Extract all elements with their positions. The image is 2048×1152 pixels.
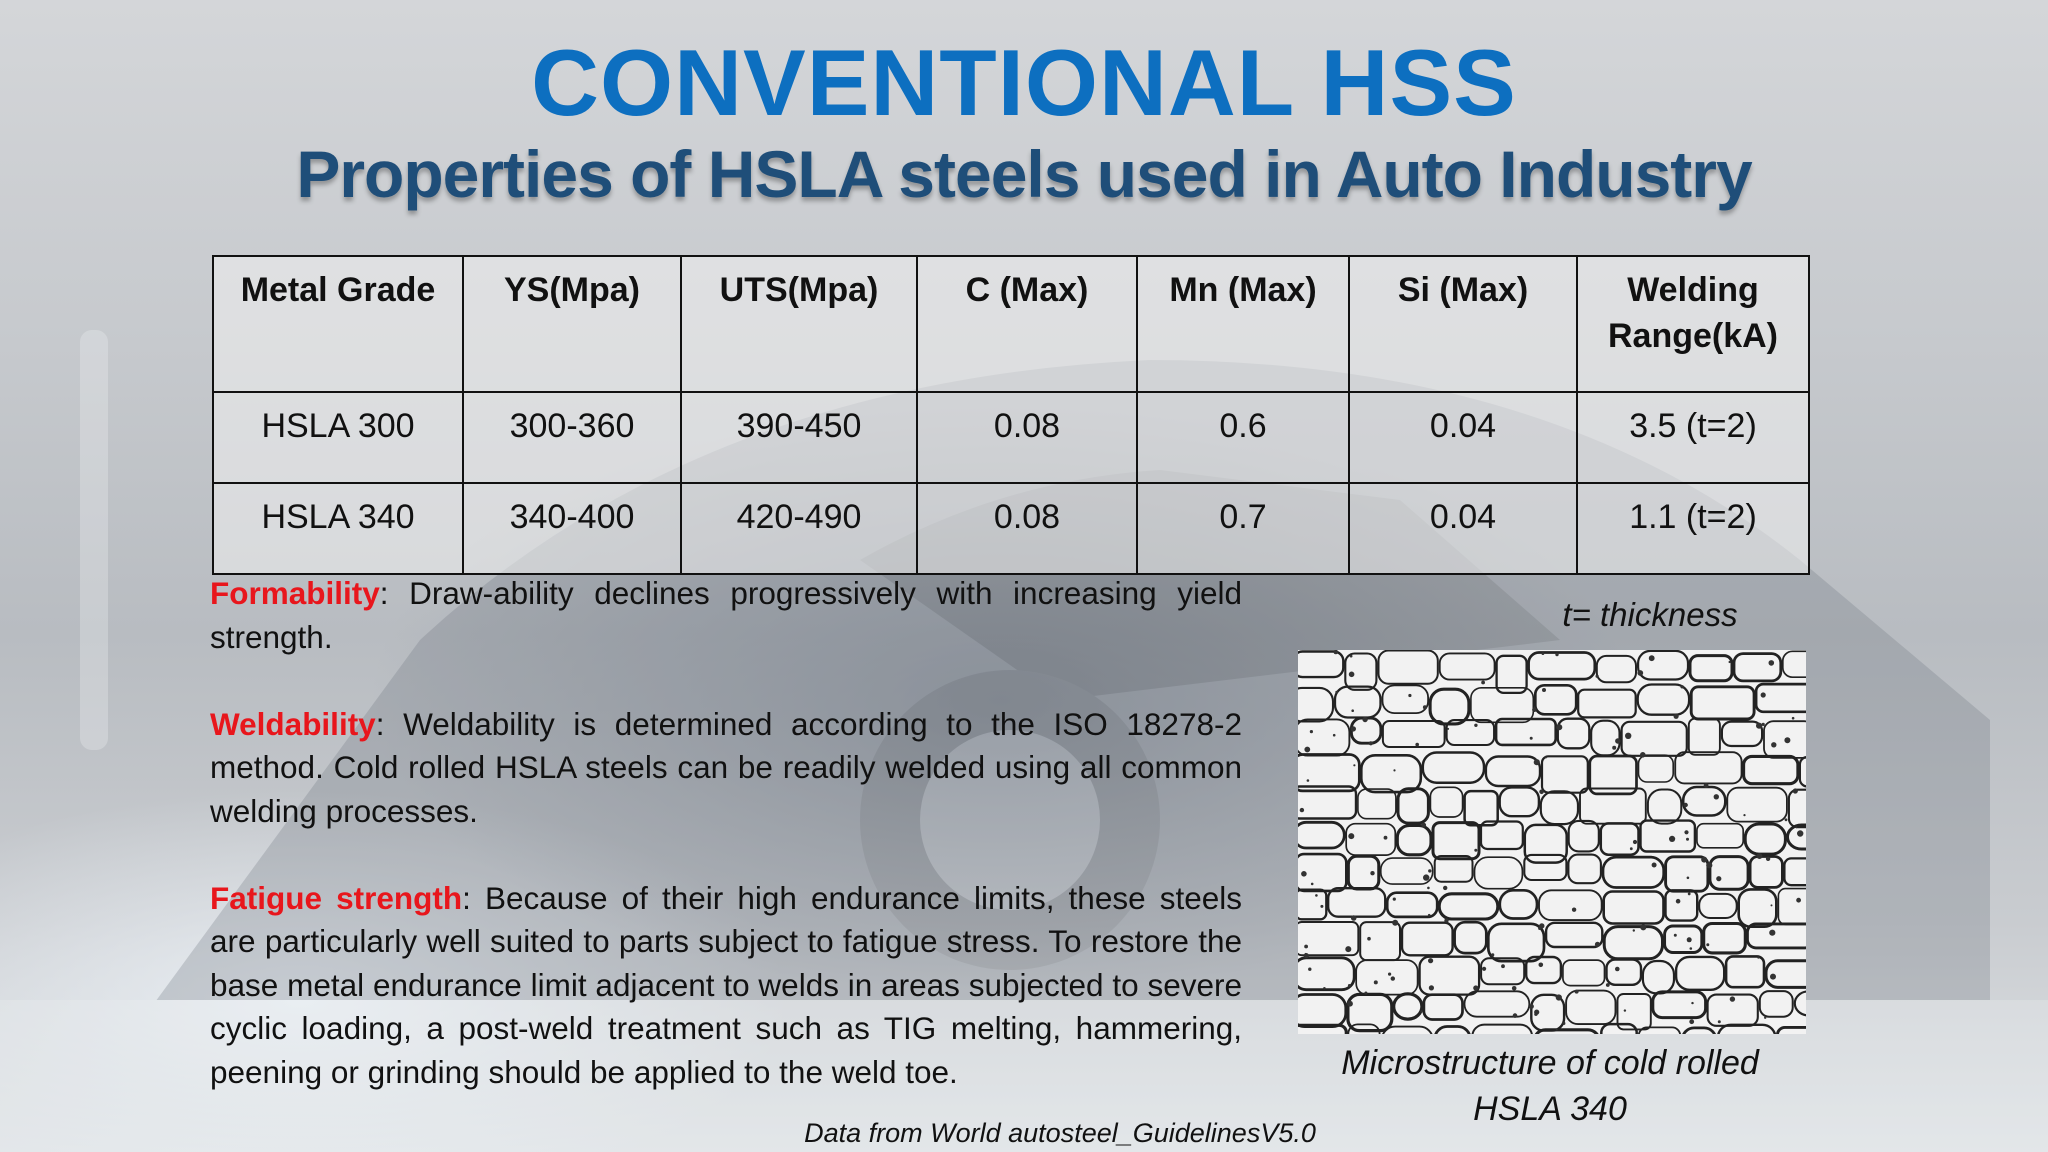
grain-dot: [1785, 818, 1788, 821]
grain: [1379, 651, 1438, 684]
grain-dot: [1300, 808, 1304, 812]
grain-dot: [1652, 863, 1657, 868]
grain-dot: [1793, 788, 1798, 793]
grain-dot: [1415, 743, 1419, 747]
grain-dot: [1364, 992, 1367, 995]
grain-dot: [1348, 984, 1351, 987]
grain: [1402, 923, 1453, 956]
grain-dot: [1556, 724, 1562, 730]
grain-dot: [1630, 847, 1633, 850]
grain: [1726, 956, 1764, 987]
grain: [1569, 821, 1599, 852]
grain-dot: [1362, 717, 1367, 722]
grain-dot: [1421, 823, 1426, 828]
grain-dot: [1674, 934, 1677, 937]
header-si-max: Si (Max): [1349, 256, 1577, 392]
grain: [1558, 719, 1590, 749]
grain-dot: [1428, 958, 1433, 963]
grain-dot: [1545, 756, 1547, 758]
grain-dot: [1757, 956, 1759, 958]
grain-dot: [1743, 814, 1745, 816]
grain: [1699, 894, 1737, 918]
microstructure-image: [1298, 650, 1806, 1034]
grain-dot: [1792, 717, 1795, 720]
grain: [1745, 824, 1785, 854]
grain-dot: [1562, 1022, 1565, 1025]
grain-dot: [1388, 973, 1391, 976]
grain-dot: [1764, 1017, 1766, 1019]
grain-dot: [1307, 779, 1310, 782]
grain: [1778, 889, 1806, 925]
paragraph-fatigue: [210, 877, 1242, 1095]
grain: [1643, 961, 1674, 993]
grain-dot: [1542, 652, 1545, 655]
grain-dot: [1367, 937, 1371, 941]
grain: [1298, 890, 1326, 920]
grain: [1601, 823, 1639, 854]
grain: [1760, 991, 1793, 1017]
slide-subtitle: Properties of HSLA steels used in Auto Industry: [296, 137, 1752, 211]
grain: [1639, 755, 1674, 782]
grain-dot: [1423, 874, 1429, 880]
grain: [1440, 653, 1495, 679]
cell-welding: 3.5 (t=2): [1577, 392, 1809, 483]
grain-dot: [1370, 871, 1374, 875]
grain-dot: [1640, 924, 1646, 930]
cell-ys: 340-400: [463, 483, 681, 574]
grain: [1546, 923, 1602, 947]
grain-dot: [1556, 1028, 1558, 1030]
grain-dot: [1369, 741, 1373, 745]
grain-dot: [1684, 803, 1688, 807]
paragraph-text: : Weldability is determined according to the ISO 18278-2 method. Cold rolled HSLA steels can be readily welded using all common welding processes.: [210, 705, 1242, 829]
grain-dot: [1351, 709, 1354, 712]
grain: [1361, 755, 1421, 792]
grain: [1465, 791, 1498, 825]
grain-dot: [1333, 734, 1336, 737]
cell-grade: HSLA 300: [213, 392, 463, 483]
grain-dot: [1797, 830, 1803, 836]
grain: [1439, 894, 1498, 919]
grain: [1607, 960, 1642, 985]
caption-line-1: Microstructure of cold rolled: [1341, 1044, 1759, 1082]
header-metal-grade: Metal Grade: [213, 256, 463, 392]
grain: [1641, 821, 1695, 852]
grain: [1784, 858, 1806, 885]
grain-dot: [1350, 655, 1353, 658]
grain: [1788, 825, 1807, 849]
grain-dot: [1769, 660, 1775, 666]
grain: [1383, 721, 1445, 747]
grain: [1739, 889, 1777, 926]
grain: [1346, 824, 1395, 855]
grain: [1638, 685, 1689, 715]
cell-mn: 0.7: [1137, 483, 1349, 574]
grain-dot: [1304, 747, 1310, 753]
table-row: [213, 392, 1809, 483]
grain: [1360, 922, 1400, 960]
grain: [1524, 855, 1566, 880]
paragraph-text: : Because of their high endurance limits, these steels are particularly well suited to parts subject to fatigue stress. To restore the base metal endurance limit adjacent to welds in areas subjected to severe cyclic loading, a post-weld treatment such as TIG melting, hammering, peening or grinding should be applied to the weld toe.: [210, 879, 1242, 1090]
grain-dot: [1555, 653, 1558, 656]
grain-dot: [1596, 675, 1599, 678]
grain-dot: [1512, 986, 1517, 991]
grain: [1648, 790, 1681, 824]
grain: [1298, 1025, 1346, 1034]
header-mn-max: Mn (Max): [1137, 256, 1349, 392]
grain-dot: [1530, 737, 1533, 740]
grain-dot: [1674, 714, 1679, 719]
grain-dot: [1482, 967, 1486, 971]
grain: [1435, 1027, 1470, 1035]
grain: [1475, 857, 1523, 889]
grain: [1298, 995, 1346, 1027]
grain-dot: [1796, 898, 1801, 903]
grain-dot: [1615, 967, 1620, 972]
grain: [1398, 789, 1428, 823]
grain: [1423, 753, 1484, 783]
grain: [1727, 788, 1787, 822]
grain: [1591, 721, 1619, 756]
grain: [1298, 652, 1343, 678]
grain: [1666, 890, 1698, 920]
grain-dot: [1718, 1020, 1721, 1023]
grain-dot: [1606, 983, 1610, 987]
grain-dot: [1625, 733, 1631, 739]
cell-welding: 1.1 (t=2): [1577, 483, 1809, 574]
grain: [1690, 656, 1732, 681]
grain-dot: [1408, 694, 1411, 697]
grain-dot: [1684, 830, 1688, 834]
grain: [1358, 789, 1396, 819]
grain-dot: [1353, 764, 1355, 766]
grain-dot: [1391, 976, 1395, 980]
grain-dot: [1349, 672, 1355, 678]
grain: [1566, 991, 1615, 1025]
grain-dot: [1687, 877, 1690, 880]
grain: [1603, 857, 1664, 887]
grain: [1356, 960, 1417, 995]
grain-dot: [1766, 857, 1770, 861]
grain: [1710, 857, 1748, 890]
cell-si: 0.04: [1349, 392, 1577, 483]
grain-dot: [1428, 914, 1431, 917]
grain-dot: [1320, 905, 1323, 908]
grain-dot: [1532, 707, 1537, 712]
grain-dot: [1420, 1010, 1423, 1013]
grain-dot: [1714, 794, 1719, 799]
header-ys: YS(Mpa): [463, 256, 681, 392]
grain-dot: [1771, 904, 1773, 906]
grain: [1298, 688, 1333, 722]
grain: [1578, 690, 1636, 718]
grain-dot: [1716, 876, 1721, 881]
grain-dot: [1351, 726, 1356, 731]
cell-ys: 300-360: [463, 392, 681, 483]
grain-dot: [1761, 692, 1766, 697]
grain: [1345, 654, 1376, 690]
grain-dot: [1690, 947, 1693, 950]
microstructure-grains: [1298, 650, 1806, 1034]
grain-dot: [1393, 898, 1396, 901]
grain-dot: [1308, 968, 1311, 971]
grain: [1298, 958, 1354, 990]
grain-dot: [1310, 730, 1313, 733]
grain-dot: [1323, 987, 1326, 990]
grain: [1397, 826, 1431, 855]
grain: [1335, 687, 1381, 718]
grain-dot: [1762, 723, 1765, 726]
grain-dot: [1730, 996, 1735, 1001]
grain: [1750, 857, 1782, 888]
grain: [1676, 957, 1724, 990]
table-header-row: [213, 256, 1809, 392]
grain: [1394, 994, 1422, 1019]
grain: [1534, 1030, 1599, 1034]
grain-dot: [1706, 862, 1712, 868]
grain: [1666, 857, 1708, 891]
grain: [1675, 752, 1741, 783]
grain-dot: [1704, 783, 1709, 788]
grain-dot: [1513, 1013, 1518, 1018]
grain: [1420, 957, 1480, 995]
grain-dot: [1633, 929, 1635, 931]
grain-dot: [1649, 655, 1655, 661]
cell-c: 0.08: [917, 483, 1137, 574]
grain: [1697, 824, 1743, 848]
grain: [1783, 651, 1806, 677]
header-welding-range: Welding Range(kA): [1577, 256, 1809, 392]
grain-dot: [1374, 980, 1378, 984]
grain-dot: [1304, 953, 1309, 958]
grain: [1568, 855, 1601, 884]
grain-dot: [1447, 728, 1449, 730]
grain: [1541, 791, 1578, 824]
grain: [1756, 684, 1806, 712]
grain-dot: [1335, 691, 1338, 694]
thickness-note: t= thickness: [1562, 596, 1738, 633]
caption-line-2: HSLA 340: [1473, 1090, 1627, 1128]
grain: [1789, 790, 1806, 828]
grain: [1424, 995, 1463, 1020]
cell-grade: HSLA 340: [213, 483, 463, 574]
grain: [1653, 992, 1706, 1018]
grain: [1665, 926, 1702, 953]
grain: [1689, 719, 1720, 755]
grain-dot: [1706, 943, 1709, 946]
grain-dot: [1572, 908, 1576, 912]
grain-dot: [1595, 942, 1600, 947]
cell-uts: 420-490: [681, 483, 917, 574]
grain: [1704, 924, 1746, 953]
grain: [1683, 787, 1725, 816]
keyword-fatigue-strength: Fatigue strength: [210, 879, 463, 916]
grain-dot: [1756, 723, 1762, 729]
paragraph-formability: [210, 572, 1242, 659]
grain-dot: [1633, 840, 1637, 844]
grain-dot: [1770, 974, 1776, 980]
grain: [1563, 960, 1605, 986]
grain-dot: [1427, 887, 1430, 890]
grain-dot: [1529, 1004, 1534, 1009]
grain-dot: [1345, 946, 1351, 952]
grain: [1539, 890, 1602, 920]
keyword-formability: Formability: [210, 575, 380, 611]
grain-dot: [1637, 670, 1643, 676]
grain-dot: [1315, 894, 1318, 897]
slide-title: CONVENTIONAL HSS: [531, 30, 1517, 135]
grain: [1682, 1028, 1716, 1034]
paragraph-weldability: [210, 703, 1242, 834]
grain: [1500, 890, 1537, 918]
keyword-weldability: Weldability: [210, 705, 376, 742]
grain-dot: [1689, 1019, 1694, 1024]
grain: [1622, 722, 1687, 756]
grain-dot: [1624, 1009, 1626, 1011]
grain-dot: [1534, 759, 1540, 765]
grain-dot: [1686, 838, 1689, 841]
grain: [1639, 1027, 1681, 1034]
grain-dot: [1304, 945, 1308, 949]
grain: [1328, 888, 1385, 917]
grain-dot: [1701, 857, 1707, 863]
grain: [1604, 892, 1664, 924]
grain: [1691, 687, 1754, 719]
grain-dot: [1481, 681, 1485, 685]
cell-mn: 0.6: [1137, 392, 1349, 483]
source-note: Data from World autosteel_GuidelinesV5.0: [804, 1118, 1316, 1148]
grain-dot: [1348, 833, 1354, 839]
grain: [1795, 991, 1806, 1015]
grain-dot: [1612, 746, 1616, 750]
grain-dot: [1539, 790, 1544, 795]
grain-dot: [1423, 705, 1427, 709]
grain-dot: [1301, 871, 1307, 877]
grain-dot: [1688, 893, 1691, 896]
header-uts: UTS(Mpa): [681, 256, 917, 392]
grain-dot: [1384, 836, 1388, 840]
grain-dot: [1429, 985, 1434, 990]
grain-dot: [1691, 1002, 1693, 1004]
grain-dot: [1473, 985, 1478, 990]
grain: [1472, 1025, 1532, 1034]
cell-uts: 390-450: [681, 392, 917, 483]
grain-dot: [1539, 963, 1544, 968]
grain: [1525, 825, 1567, 863]
grain-dot: [1757, 853, 1763, 859]
grain-dot: [1393, 769, 1395, 771]
grain: [1535, 685, 1576, 714]
grain: [1597, 656, 1636, 682]
grain-dot: [1444, 918, 1448, 922]
grain-dot: [1311, 883, 1314, 886]
grain: [1529, 653, 1595, 680]
body-text: [210, 572, 1242, 1138]
grain-dot: [1729, 661, 1731, 663]
paragraph-text: : Draw-ability declines progressively with increasing yield strength.: [210, 575, 1242, 655]
grain-dot: [1769, 930, 1775, 936]
properties-table: [212, 255, 1810, 575]
grain: [1455, 922, 1487, 953]
header-c-max: C (Max): [917, 256, 1137, 392]
grain: [1800, 757, 1806, 787]
grain-dot: [1680, 685, 1683, 688]
grain-dot: [1534, 1013, 1537, 1016]
grain: [1542, 756, 1588, 792]
grain-dot: [1784, 737, 1790, 743]
table-row: [213, 483, 1809, 574]
grain-dot: [1575, 990, 1579, 994]
grain: [1430, 689, 1469, 724]
grain-dot: [1474, 724, 1477, 727]
grain: [1638, 651, 1688, 680]
grain: [1465, 991, 1530, 1016]
grain-dot: [1351, 915, 1357, 921]
grain: [1488, 924, 1544, 961]
grain-dot: [1334, 650, 1339, 654]
grain-dot: [1539, 923, 1544, 928]
grain-dot: [1676, 899, 1681, 904]
grain-dot: [1556, 994, 1562, 1000]
grain: [1734, 654, 1781, 681]
grain: [1387, 893, 1437, 917]
grain: [1298, 822, 1344, 848]
grain-dot: [1795, 826, 1797, 828]
grain-dot: [1640, 752, 1646, 758]
cell-si: 0.04: [1349, 483, 1577, 574]
grain-dot: [1771, 742, 1776, 747]
grain: [1383, 685, 1429, 713]
grain: [1777, 1027, 1806, 1034]
grain-dot: [1392, 920, 1398, 926]
grain-dot: [1615, 738, 1620, 743]
grain-dot: [1428, 869, 1431, 872]
grain: [1744, 756, 1798, 783]
grain-dot: [1347, 1001, 1353, 1007]
grain-dot: [1491, 953, 1494, 956]
grain: [1430, 787, 1462, 817]
grain-dot: [1443, 886, 1447, 890]
grain: [1500, 787, 1539, 816]
grain-dot: [1501, 964, 1505, 968]
grain-dot: [1669, 836, 1675, 842]
cell-c: 0.08: [917, 392, 1137, 483]
grain-dot: [1474, 849, 1477, 852]
grain-dot: [1542, 688, 1546, 692]
grain: [1433, 823, 1479, 859]
grain: [1486, 757, 1540, 787]
grain: [1382, 1027, 1433, 1034]
grain-dot: [1687, 937, 1692, 942]
